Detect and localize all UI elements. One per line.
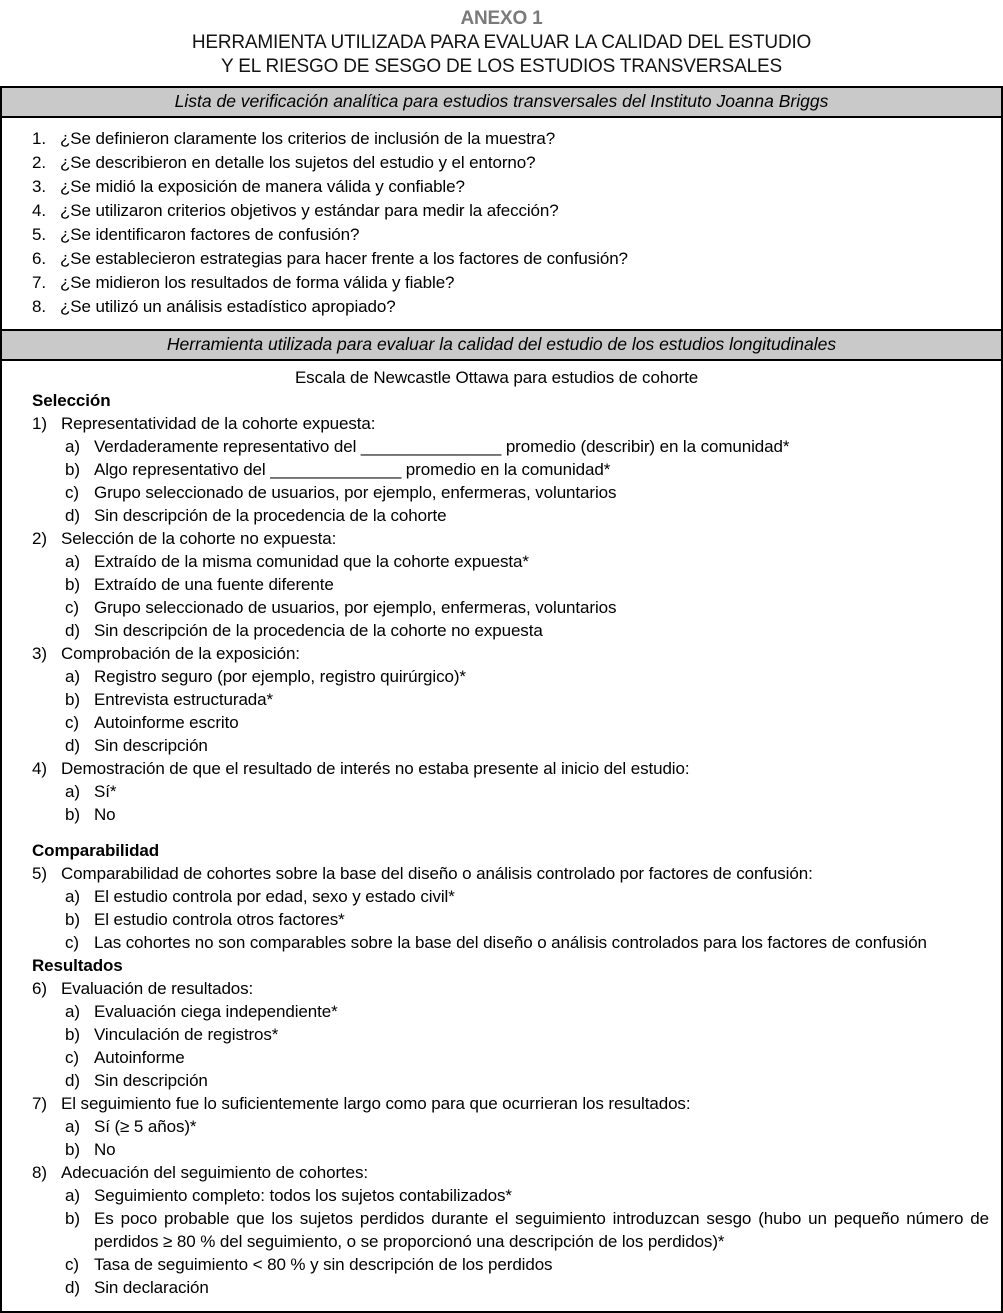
option-label: b) xyxy=(65,690,80,709)
document-title-line2: Y EL RIESGO DE SESGO DE LOS ESTUDIOS TRANSVERSALES xyxy=(221,56,782,77)
item-text: Evaluación de resultados: xyxy=(61,979,254,998)
nos-option-3d xyxy=(32,734,989,757)
option-label: b) xyxy=(65,460,80,479)
nos-option-8d xyxy=(32,1276,989,1299)
nos-item-2 xyxy=(32,527,989,550)
jbi-checklist-box xyxy=(0,116,1003,331)
option-label: a) xyxy=(65,1186,80,1205)
checklist-question-1 xyxy=(32,127,989,151)
nos-option-5a xyxy=(32,885,989,908)
question-text: ¿Se describieron en detalle los sujetos del estudio y el entorno? xyxy=(60,153,536,172)
option-text: Vinculación de registros* xyxy=(94,1025,279,1044)
option-text: Sin descripción de la procedencia de la cohorte no expuesta xyxy=(94,621,543,640)
option-text: Sin declaración xyxy=(94,1278,209,1297)
item-text: Comparabilidad de cohortes sobre la base del diseño o análisis controlado por factores de confusión: xyxy=(61,864,813,883)
item-number: 6) xyxy=(32,979,47,998)
item-text: Selección de la cohorte no expuesta: xyxy=(61,529,337,548)
nos-option-6b xyxy=(32,1023,989,1046)
option-text: Sin descripción xyxy=(94,1071,208,1090)
item-text: Comprobación de la exposición: xyxy=(61,644,300,663)
nos-option-3b xyxy=(32,688,989,711)
checklist-question-5 xyxy=(32,223,989,247)
option-label: b) xyxy=(65,910,80,929)
nos-option-6a xyxy=(32,1000,989,1023)
question-number: 1. xyxy=(32,129,46,148)
question-text: ¿Se midió la exposición de manera válida y confiable? xyxy=(60,177,465,196)
option-label: d) xyxy=(65,621,80,640)
question-number: 2. xyxy=(32,153,46,172)
option-text: Sí (≥ 5 años)* xyxy=(94,1117,197,1136)
nos-option-1b xyxy=(32,458,989,481)
nos-option-2d xyxy=(32,619,989,642)
nos-option-3a xyxy=(32,665,989,688)
nos-item-4 xyxy=(32,757,989,780)
nos-section-banner: Herramienta utilizada para evaluar la calidad del estudio de los estudios longitudinales xyxy=(0,329,1003,361)
option-text: Es poco probable que los sujetos perdidos durante el seguimiento introduzcan sesgo (hubo un pequeño número de perdidos ≥ 80 % del seguimiento, o se proporcionó una descripción de los perdidos)* xyxy=(94,1209,989,1251)
option-text: Sin descripción de la procedencia de la cohorte xyxy=(94,506,447,525)
option-text: Tasa de seguimiento < 80 % y sin descripción de los perdidos xyxy=(94,1255,553,1274)
option-label: a) xyxy=(65,1117,80,1136)
option-text: Autoinforme escrito xyxy=(94,713,239,732)
nos-option-4a xyxy=(32,780,989,803)
item-text: El seguimiento fue lo suficientemente largo como para que ocurrieran los resultados: xyxy=(61,1094,691,1113)
item-text: Representatividad de la cohorte expuesta: xyxy=(61,414,376,433)
nos-option-6d xyxy=(32,1069,989,1092)
option-text: No xyxy=(94,805,116,824)
option-label: b) xyxy=(65,575,80,594)
question-text: ¿Se identificaron factores de confusión? xyxy=(60,225,360,244)
option-label: d) xyxy=(65,736,80,755)
option-label: a) xyxy=(65,552,80,571)
nos-option-2a xyxy=(32,550,989,573)
question-text: ¿Se definieron claramente los criterios de inclusión de la muestra? xyxy=(60,129,556,148)
nos-scale-body xyxy=(2,389,991,1299)
option-label: c) xyxy=(65,483,79,502)
nos-item-3 xyxy=(32,642,989,665)
option-label: a) xyxy=(65,782,80,801)
option-text: Grupo seleccionado de usuarios, por ejemplo, enfermeras, voluntarios xyxy=(94,598,617,617)
option-label: b) xyxy=(65,805,80,824)
checklist-question-8 xyxy=(32,295,989,319)
item-number: 8) xyxy=(32,1163,47,1182)
option-text: Autoinforme xyxy=(94,1048,185,1067)
option-label: b) xyxy=(65,1025,80,1044)
nos-option-1a xyxy=(32,435,989,458)
option-text: El estudio controla otros factores* xyxy=(94,910,345,929)
section-heading-resultados: Resultados xyxy=(32,956,123,975)
annex-title: ANEXO 1 xyxy=(460,8,543,29)
option-text: Las cohortes no son comparables sobre la base del diseño o análisis controlados para los factores de confusión xyxy=(94,933,927,952)
option-text: Verdaderamente representativo del _______________ promedio (describir) en la comunidad* xyxy=(94,437,790,456)
option-label: c) xyxy=(65,1255,79,1274)
nos-option-1d xyxy=(32,504,989,527)
option-label: a) xyxy=(65,437,80,456)
nos-option-3c xyxy=(32,711,989,734)
option-text: Extraído de una fuente diferente xyxy=(94,575,334,594)
question-text: ¿Se utilizó un análisis estadístico apropiado? xyxy=(60,297,396,316)
option-text: No xyxy=(94,1140,116,1159)
checklist-question-6 xyxy=(32,247,989,271)
checklist-question-4 xyxy=(32,199,989,223)
question-number: 3. xyxy=(32,177,46,196)
option-text: Sí* xyxy=(94,782,117,801)
question-number: 7. xyxy=(32,273,46,292)
item-number: 2) xyxy=(32,529,47,548)
option-label: d) xyxy=(65,1278,80,1297)
option-text: Extraído de la misma comunidad que la cohorte expuesta* xyxy=(94,552,529,571)
option-label: c) xyxy=(65,1048,79,1067)
option-text: Grupo seleccionado de usuarios, por ejemplo, enfermeras, voluntarios xyxy=(94,483,617,502)
nos-option-6c xyxy=(32,1046,989,1069)
nos-option-2b xyxy=(32,573,989,596)
nos-option-8c xyxy=(32,1253,989,1276)
item-number: 5) xyxy=(32,864,47,883)
question-text: ¿Se midieron los resultados de forma válida y fiable? xyxy=(60,273,455,292)
option-label: b) xyxy=(65,1140,80,1159)
nos-option-7b xyxy=(32,1138,989,1161)
option-label: c) xyxy=(65,713,79,732)
option-label: c) xyxy=(65,933,79,952)
option-text: Entrevista estructurada* xyxy=(94,690,274,709)
item-number: 4) xyxy=(32,759,47,778)
option-label: b) xyxy=(65,1209,80,1228)
nos-item-8 xyxy=(32,1161,989,1184)
option-label: c) xyxy=(65,598,79,617)
item-number: 3) xyxy=(32,644,47,663)
option-text: Evaluación ciega independiente* xyxy=(94,1002,338,1021)
checklist-question-7 xyxy=(32,271,989,295)
nos-option-8a xyxy=(32,1184,989,1207)
option-label: a) xyxy=(65,1002,80,1021)
question-number: 4. xyxy=(32,201,46,220)
question-text: ¿Se establecieron estrategias para hacer frente a los factores de confusión? xyxy=(60,249,628,268)
nos-scale-box xyxy=(0,359,1003,1313)
option-text: Registro seguro (por ejemplo, registro quirúrgico)* xyxy=(94,667,466,686)
question-number: 5. xyxy=(32,225,46,244)
nos-option-2c xyxy=(32,596,989,619)
nos-item-7 xyxy=(32,1092,989,1115)
nos-item-5 xyxy=(32,862,989,885)
nos-option-7a xyxy=(32,1115,989,1138)
question-number: 6. xyxy=(32,249,46,268)
option-label: a) xyxy=(65,887,80,906)
item-number: 7) xyxy=(32,1094,47,1113)
checklist-question-2 xyxy=(32,151,989,175)
item-text: Demostración de que el resultado de interés no estaba presente al inicio del estudio: xyxy=(61,759,690,778)
scale-title: Escala de Newcastle Ottawa para estudios de cohorte xyxy=(294,368,699,387)
nos-option-5b xyxy=(32,908,989,931)
document-header xyxy=(0,0,1003,79)
option-text: Seguimiento completo: todos los sujetos contabilizados* xyxy=(94,1186,512,1205)
section-heading-seleccion: Selección xyxy=(32,391,111,410)
checklist-question-3 xyxy=(32,175,989,199)
option-label: a) xyxy=(65,667,80,686)
nos-option-8b xyxy=(32,1207,989,1253)
document-title-line1: HERRAMIENTA UTILIZADA PARA EVALUAR LA CALIDAD DEL ESTUDIO xyxy=(191,32,812,53)
item-number: 1) xyxy=(32,414,47,433)
nos-option-1c xyxy=(32,481,989,504)
nos-option-4b xyxy=(32,803,989,826)
jbi-section-banner: Lista de verificación analítica para estudios transversales del Instituto Joanna Briggs xyxy=(0,86,1003,118)
option-text: El estudio controla por edad, sexo y estado civil* xyxy=(94,887,455,906)
nos-item-1 xyxy=(32,412,989,435)
nos-option-5c xyxy=(32,931,989,954)
option-text: Sin descripción xyxy=(94,736,208,755)
option-label: d) xyxy=(65,506,80,525)
question-number: 8. xyxy=(32,297,46,316)
option-label: d) xyxy=(65,1071,80,1090)
question-text: ¿Se utilizaron criterios objetivos y estándar para medir la afección? xyxy=(60,201,559,220)
section-heading-comparabilidad: Comparabilidad xyxy=(32,841,160,860)
nos-item-6 xyxy=(32,977,989,1000)
option-text: Algo representativo del ______________ promedio en la comunidad* xyxy=(94,460,611,479)
item-text: Adecuación del seguimiento de cohortes: xyxy=(61,1163,369,1182)
